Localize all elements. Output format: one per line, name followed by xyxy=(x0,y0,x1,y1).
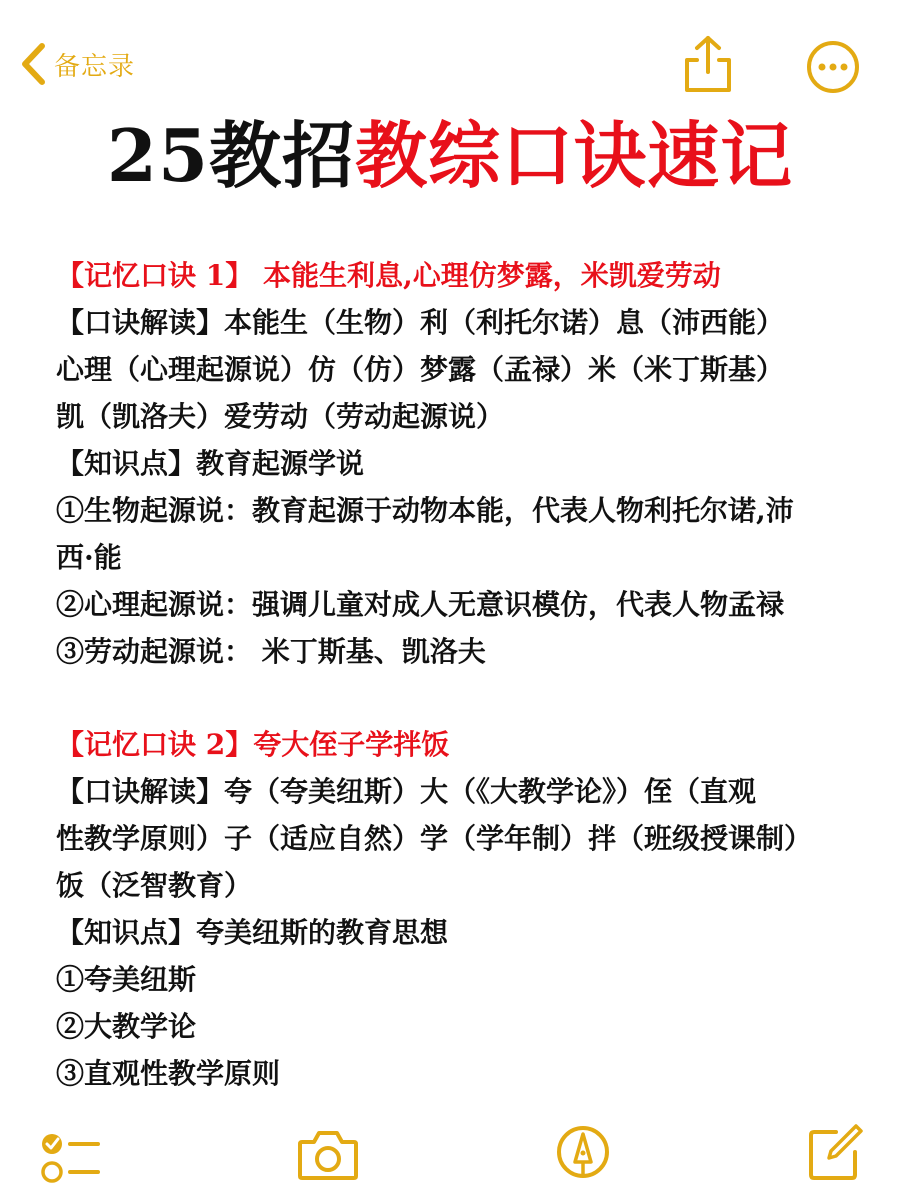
more-icon[interactable] xyxy=(806,40,860,94)
title-red-part: 教综口诀速记 xyxy=(355,113,794,198)
bottom-toolbar xyxy=(0,1120,900,1200)
text-line: ①生物起源说：教育起源于动物本能，代表人物利托尔诺,沛 xyxy=(56,494,794,527)
text-line: ①夸美纽斯 xyxy=(56,963,197,996)
back-button-label: 备忘录 xyxy=(54,51,136,82)
note-body[interactable] xyxy=(56,252,876,1097)
text-line: 西·能 xyxy=(56,541,122,574)
paragraph-gap xyxy=(56,675,876,721)
back-button[interactable] xyxy=(18,40,135,88)
text-line: ②心理起源说：强调儿童对成人无意识模仿，代表人物孟禄 xyxy=(56,588,785,621)
text-line: 【口诀解读】夸（夸美纽斯）大（《大教学论》）侄（直观 xyxy=(56,775,757,808)
text-line: 心理（心理起源说）仿（仿）梦露（孟禄）米（米丁斯基） xyxy=(56,353,785,386)
navigation-bar xyxy=(0,0,900,110)
checklist-icon[interactable] xyxy=(38,1126,102,1186)
mnemonic-heading-line: 【记忆口诀 1】 本能生利息,心理仿梦露，米凯爱劳动 xyxy=(56,259,721,292)
text-line: 饭（泛智教育） xyxy=(56,869,253,902)
text-line: 【知识点】夸美纽斯的教育思想 xyxy=(56,916,449,949)
camera-icon[interactable] xyxy=(296,1126,360,1182)
text-line: 性教学原则）子（适应自然）学（学年制）拌（班级授课制） xyxy=(56,822,813,855)
text-line: 凯（凯洛夫）爱劳动（劳动起源说） xyxy=(56,400,505,433)
markup-icon[interactable] xyxy=(556,1122,610,1182)
text-line: ②大教学论 xyxy=(56,1010,197,1043)
text-line: 【知识点】教育起源学说 xyxy=(56,447,365,480)
chevron-left-icon xyxy=(18,40,48,88)
text-line: ③劳动起源说： 米丁斯基、凯洛夫 xyxy=(56,635,486,668)
compose-icon[interactable] xyxy=(806,1122,864,1182)
page-title xyxy=(0,108,900,204)
share-icon[interactable] xyxy=(682,34,734,94)
text-line: 【口诀解读】本能生（生物）利（利托尔诺）息（沛西能） xyxy=(56,306,785,339)
title-black-part: 25教招 xyxy=(106,113,356,198)
mnemonic-heading-line: 【记忆口诀 2】夸大侄子学拌饭 xyxy=(56,728,450,761)
text-line: ③直观性教学原则 xyxy=(56,1057,281,1090)
